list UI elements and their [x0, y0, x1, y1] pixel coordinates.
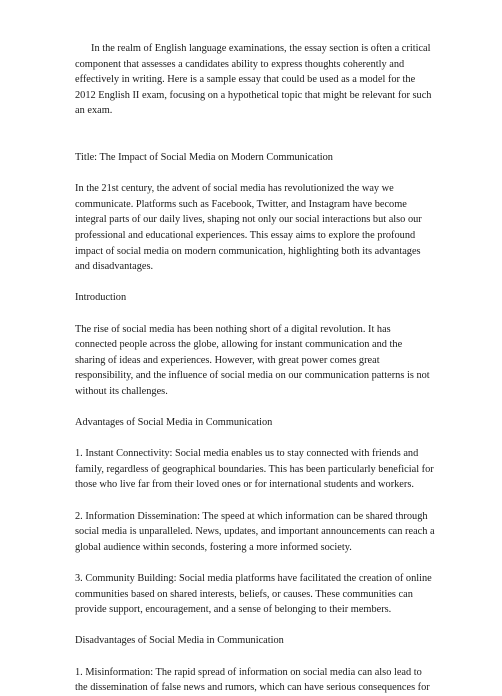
introduction-heading: Introduction	[75, 292, 127, 304]
essay-title: Title: The Impact of Social Media on Modern Communication	[75, 151, 333, 163]
spacer	[75, 306, 435, 322]
spacer	[75, 649, 435, 665]
spacer	[75, 119, 435, 150]
advantages-heading: Advantages of Social Media in Communication	[75, 417, 273, 429]
intro-paragraph: In the realm of English language examinations, the essay section is often a critical component that assesses a candidates ability to express thoughts coherently and effectively in writing. Here is a sample essay that could be used as a model for the 2012 English II exam, focusing on a hypothetical topic that might be relevant for such an exam.	[75, 43, 432, 117]
advantage-item: 2. Information Dissemination: The speed at which information can be shared through social media is unparalleled. News, updates, and important announcements can reach a global audience within seconds, fostering a more informed society.	[75, 510, 435, 553]
spacer	[75, 618, 435, 634]
essay-text	[75, 41, 435, 696]
spacer	[75, 399, 435, 415]
disadvantages-heading: Disadvantages of Social Media in Communication	[75, 635, 284, 647]
introduction-paragraph: The rise of social media has been nothing short of a digital revolution. It has connected people across the globe, allowing for instant communication and the sharing of ideas and experiences. However, with great power comes great responsibility, and the influence of social media on our communication patterns is not without its challenges.	[75, 323, 430, 397]
spacer	[75, 555, 435, 571]
spacer	[75, 275, 435, 291]
opening-paragraph: In the 21st century, the advent of social media has revolutionized the way we communicate. Platforms such as Facebook, Twitter, and Instagram have become integral parts of our daily lives, shaping not only our social interactions but also our professional and educational experiences. This essay aims to explore the profound impact of social media on modern communication, highlighting both its advantages and disadvantages.	[75, 183, 422, 273]
spacer	[75, 493, 435, 509]
disadvantage-item: 1. Misinformation: The rapid spread of information on social media can also lead to the dissemination of false news and rumors, which can have serious consequences for	[75, 666, 430, 694]
advantage-item: 1. Instant Connectivity: Social media enables us to stay connected with friends and family, regardless of geographical boundaries. This has been particularly beneficial for those who live far from their loved ones or for international students and workers.	[75, 448, 434, 491]
spacer	[75, 166, 435, 182]
advantage-item: 3. Community Building: Social media platforms have facilitated the creation of online communities based on shared interests, beliefs, or causes. These communities can provide support, encouragement, and a sense of belonging to their members.	[75, 573, 432, 616]
spacer	[75, 431, 435, 447]
